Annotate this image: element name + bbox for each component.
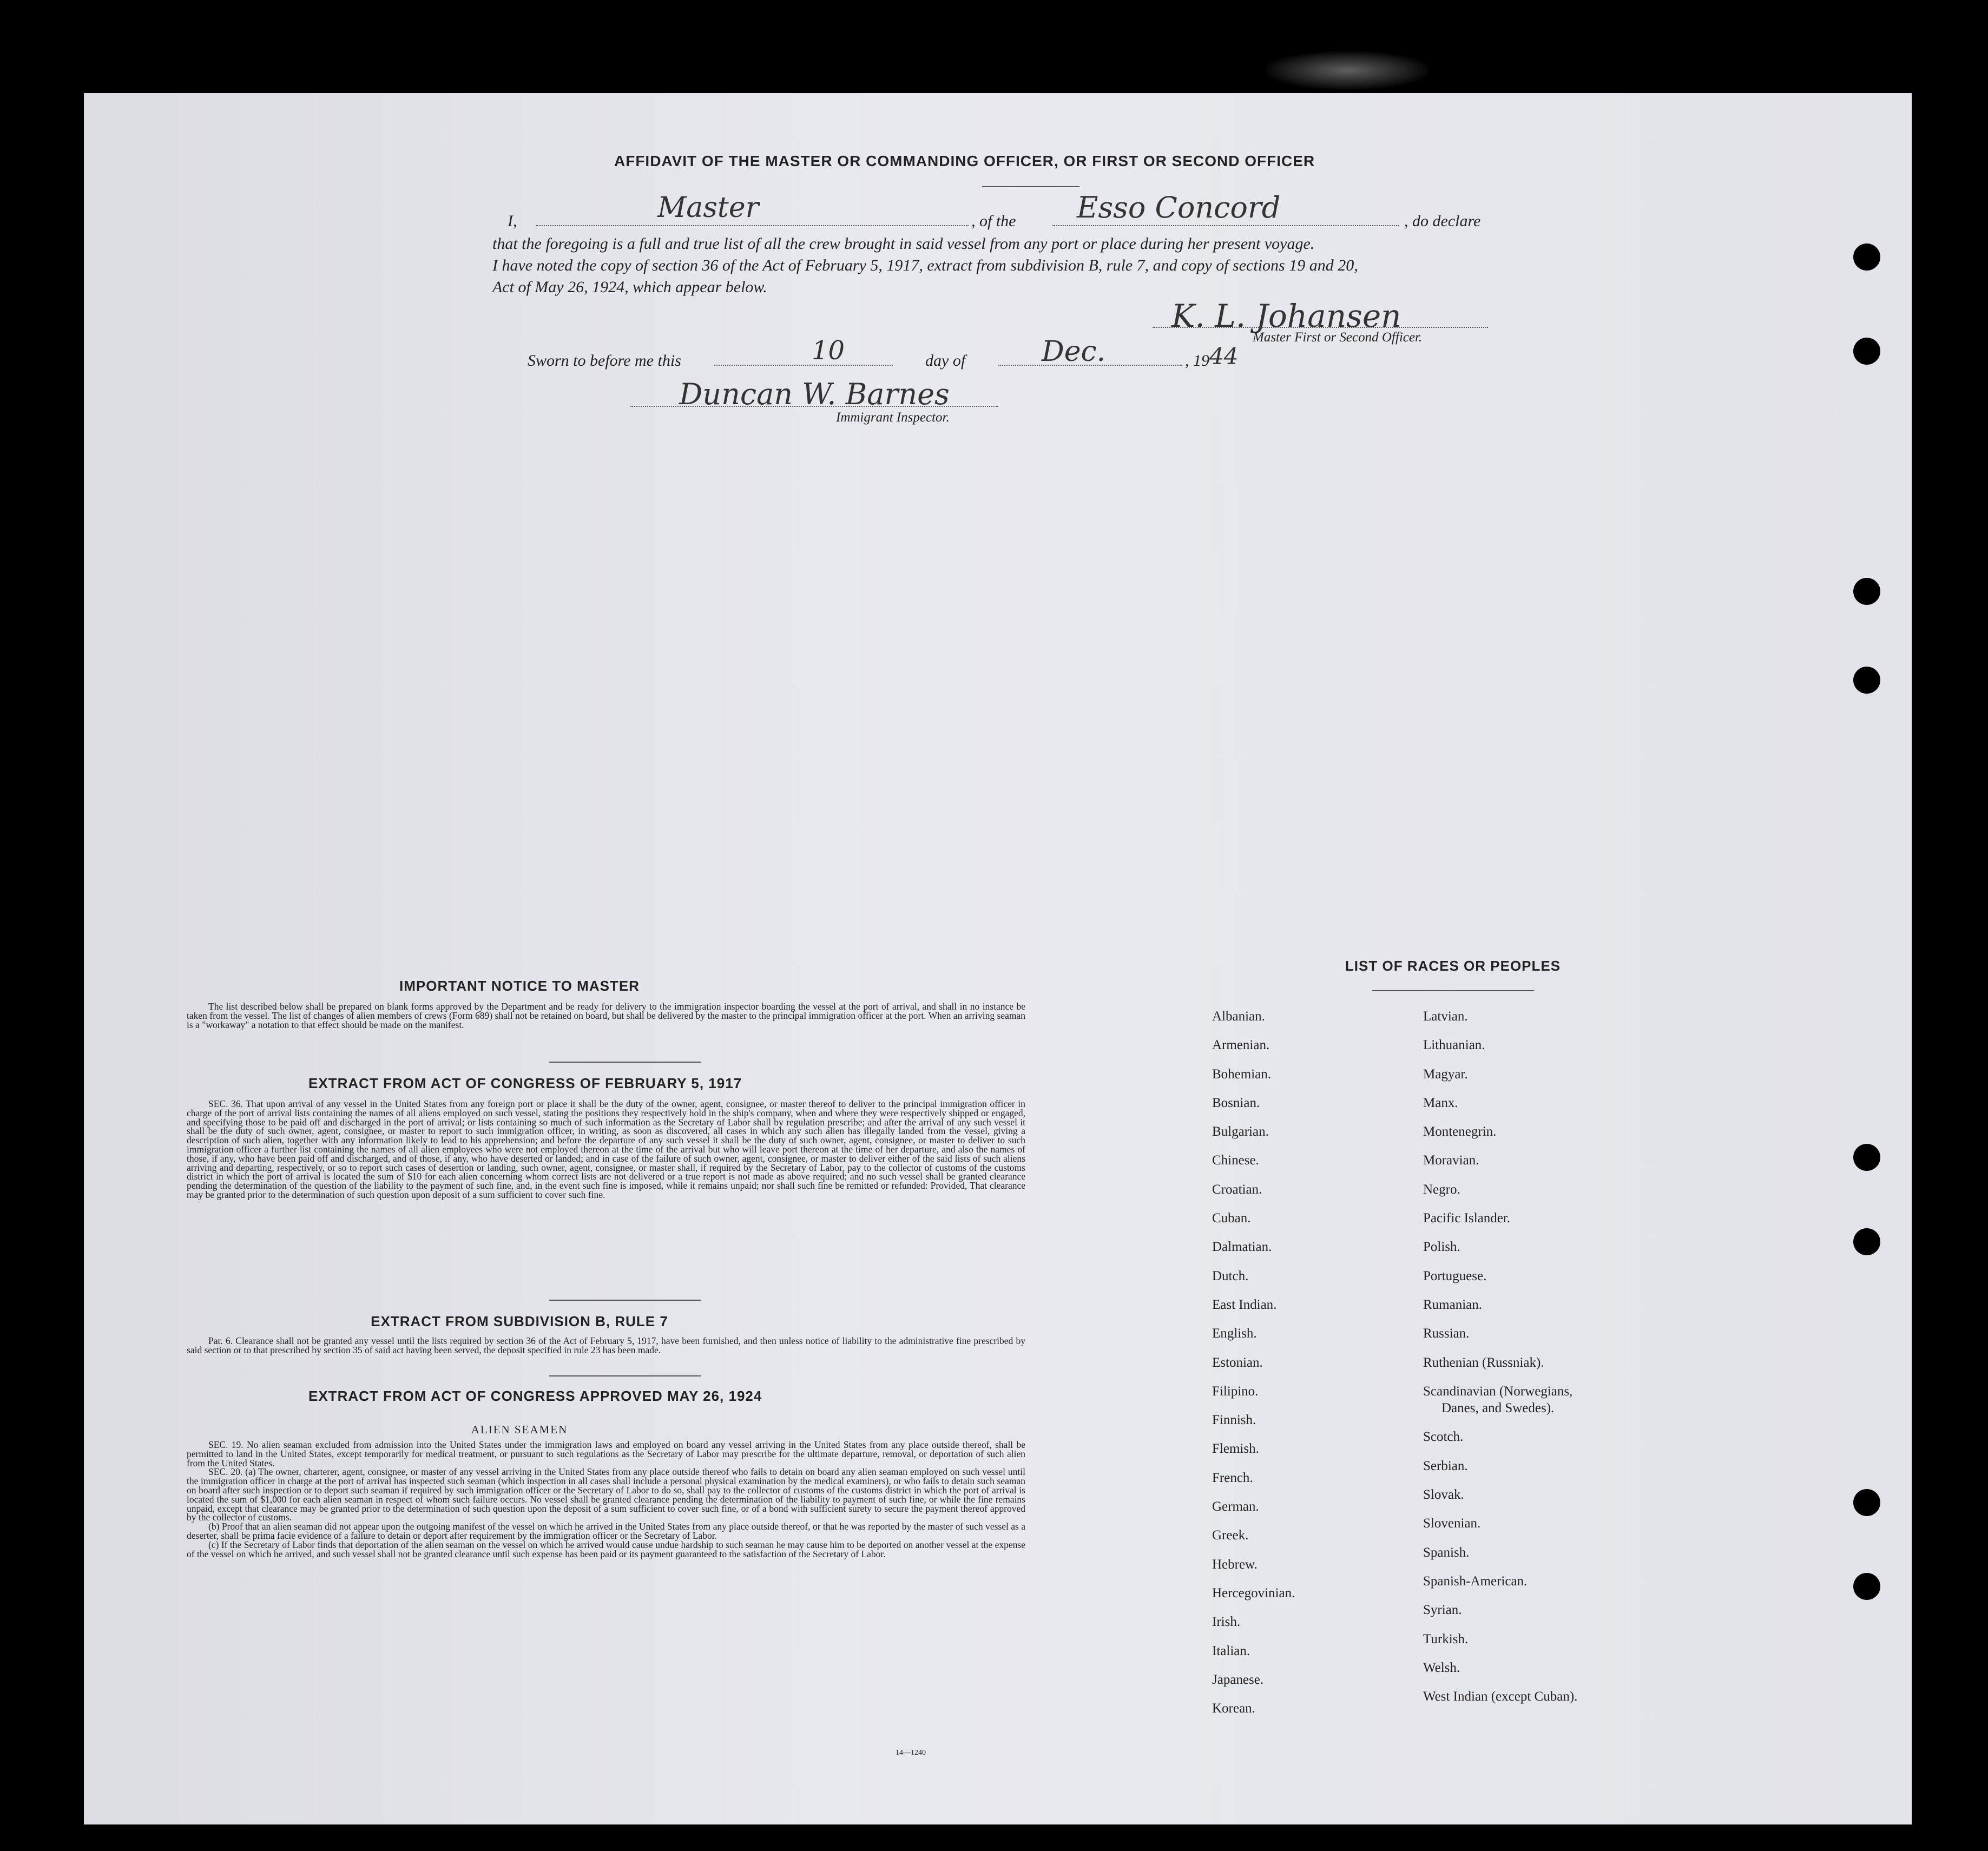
race-item: Bulgarian. bbox=[1212, 1124, 1269, 1139]
title-divider bbox=[982, 186, 1079, 187]
race-item: East Indian. bbox=[1212, 1297, 1277, 1312]
master-caption: Master First or Second Officer. bbox=[1253, 330, 1423, 345]
race-item: Spanish. bbox=[1423, 1545, 1470, 1560]
race-item: West Indian (except Cuban). bbox=[1423, 1689, 1578, 1704]
divider-2 bbox=[549, 1300, 701, 1301]
race-item: English. bbox=[1212, 1326, 1257, 1341]
race-item: Estonian. bbox=[1212, 1355, 1263, 1370]
notice-title: IMPORTANT NOTICE TO MASTER bbox=[399, 978, 640, 994]
sworn-month: Dec. bbox=[1042, 335, 1106, 368]
race-item: Montenegrin. bbox=[1423, 1124, 1497, 1139]
race-item: German. bbox=[1212, 1499, 1259, 1514]
races-divider bbox=[1372, 990, 1534, 991]
race-item: Flemish. bbox=[1212, 1441, 1259, 1457]
extract-rule7-body: Par. 6. Clearance shall not be granted any vessel until the lists required by section 36 of the Act of February 5, 1917, have been furnished, and then unless notice of liability to the administrative fine prescribed by said section or to that prescribed by section 35 of said act having been served, the deposit specified in rule 23 has been made. bbox=[187, 1335, 1025, 1355]
master-signature: K. L. Johansen bbox=[1171, 298, 1401, 334]
race-item: Spanish-American. bbox=[1423, 1573, 1528, 1589]
inspector-caption: Immigrant Inspector. bbox=[836, 410, 950, 425]
race-item: Slovak. bbox=[1423, 1487, 1464, 1503]
race-item: Dalmatian. bbox=[1212, 1240, 1272, 1255]
divider-3 bbox=[549, 1375, 701, 1376]
race-item: Polish. bbox=[1423, 1240, 1460, 1255]
sworn-day-of: day of bbox=[925, 352, 966, 370]
binder-hole bbox=[1853, 338, 1880, 365]
race-item: Scotch. bbox=[1423, 1430, 1464, 1445]
race-item: Chinese. bbox=[1212, 1153, 1259, 1168]
races-left-column bbox=[1212, 1002, 1295, 1723]
binder-hole bbox=[1853, 1228, 1880, 1255]
handwritten-vessel: Esso Concord bbox=[1077, 190, 1281, 225]
document-page bbox=[84, 93, 1912, 1824]
decl-do-declare: , do declare bbox=[1404, 212, 1481, 230]
vessel-field-line bbox=[1052, 225, 1399, 226]
race-item: Slovenian. bbox=[1423, 1516, 1481, 1531]
races-title: LIST OF RACES OR PEOPLES bbox=[1345, 958, 1561, 974]
decl-of-the: , of the bbox=[971, 212, 1016, 230]
extract-1924-title: EXTRACT FROM ACT OF CONGRESS APPROVED MAY 26, 1924 bbox=[308, 1388, 762, 1404]
race-item: Negro. bbox=[1423, 1182, 1460, 1197]
extract-1924-body: SEC. 19. No alien seaman excluded from admission into the United States under the immigration laws and employed on board any vessel arriving in the United States from any place outside thereof, shall be permitted to land in the United States, except temporarily for medical treatment, or pursuant to such regulations as the Secretary of Labor may prescribe for the ultimate departure, removal, or deportation of such alien from the United States. SEC. 20. (a) The owner, charterer, agent, consignee, or master of any vessel arriving in the United States from any place outside thereof who fails to detain on board any alien seaman employed on such vessel until the immigration officer in charge at the port of arrival has inspected such seaman (which inspection in all cases shall include a personal physical examination by the medical examiners), or who fails to detain such seaman on board after such inspection or to deport such seaman if required by such immigration officer or the Secretary of Labor to do so, shall pay to the collector of customs of the customs district in which the port of arrival is located the sum of $1,000 for each alien seaman in respect of whom such failure occurs. No vessel shall be granted clearance pending the determination of the liability to payment of such fine, or while the fine remains unpaid, except that clearance may be granted prior to the determination of such question upon the deposit of a sum sufficient to cover such fine, or of a bond with sufficient surety to secure the payment thereof approved by the collector of customs. (b) Proof that an alien seaman did not appear upon the outgoing manifest of the vessel on which he arrived in the United States from any place outside thereof, or that he was reported by the master of such vessel as a deserter, shall be prima facie evidence of a failure to detain or deport after requirement by the immigration officer or the Secretary of Labor. (c) If the Secretary of Labor finds that deportation of the alien seaman on the vessel on which he arrived would cause undue hardship to such seaman he may cause him to be deported on another vessel at the expense of the vessel on which he arrived, and such vessel shall not be granted clearance until such expense has been paid or its payment guaranteed to the satisfaction of the Secretary of Labor. bbox=[187, 1439, 1025, 1559]
sworn-year: 44 bbox=[1209, 343, 1239, 370]
name-field-line bbox=[536, 225, 969, 226]
extract-rule7-title: EXTRACT FROM SUBDIVISION B, RULE 7 bbox=[371, 1313, 668, 1329]
sworn-year-prefix: , 19 bbox=[1185, 352, 1209, 370]
decl-i: I, bbox=[508, 212, 517, 230]
race-item: Russian. bbox=[1423, 1326, 1470, 1341]
decl-line-2: that the foregoing is a full and true list of all the crew brought in said vessel from any port or place during her present voyage. bbox=[492, 235, 1315, 253]
race-item: Hebrew. bbox=[1212, 1557, 1258, 1572]
form-number: 14—1240 bbox=[896, 1749, 926, 1757]
binder-hole bbox=[1853, 1144, 1880, 1171]
races-right-column bbox=[1423, 1002, 1577, 1711]
race-item: Irish. bbox=[1212, 1615, 1241, 1630]
race-item: Japanese. bbox=[1212, 1672, 1264, 1687]
race-item: Filipino. bbox=[1212, 1384, 1259, 1399]
sworn-day-line bbox=[714, 365, 893, 366]
race-item: Greek. bbox=[1212, 1528, 1249, 1543]
race-item: Finnish. bbox=[1212, 1413, 1256, 1428]
race-item: Latvian. bbox=[1423, 1009, 1468, 1024]
race-item: Ruthenian (Russniak). bbox=[1423, 1355, 1544, 1370]
inspector-signature: Duncan W. Barnes bbox=[679, 377, 950, 411]
race-item: Hercegovinian. bbox=[1212, 1585, 1295, 1600]
binder-hole bbox=[1853, 243, 1880, 271]
divider-1 bbox=[549, 1062, 701, 1063]
binder-hole bbox=[1853, 578, 1880, 605]
race-item: Italian. bbox=[1212, 1643, 1250, 1658]
affidavit-title: AFFIDAVIT OF THE MASTER OR COMMANDING OFFICER, OR FIRST OR SECOND OFFICER bbox=[614, 153, 1315, 169]
race-item: Armenian. bbox=[1212, 1038, 1270, 1053]
race-item: Scandinavian (Norwegians, bbox=[1423, 1384, 1573, 1399]
race-item: Moravian. bbox=[1423, 1153, 1479, 1168]
race-item: Bohemian. bbox=[1212, 1066, 1272, 1082]
race-item: Syrian. bbox=[1423, 1603, 1462, 1618]
decl-line-3: I have noted the copy of section 36 of the Act of February 5, 1917, extract from subdivision B, rule 7, and copy of sections 19 and 20, bbox=[492, 256, 1358, 274]
race-item: Magyar. bbox=[1423, 1066, 1468, 1082]
race-item: Portuguese. bbox=[1423, 1268, 1487, 1283]
extract-1917-body: SEC. 36. That upon arrival of any vessel in the United States from any foreign port or place it shall be the duty of the owner, agent, consignee, or master thereof to deliver to the principal immigration officer in charge of the port of arrival lists containing the names of all aliens employed on such vessel, stating the positions they respectively hold in the ship's company, when and where they were respectively shipped or engaged, and specifying those to be paid off and discharged in the port of arrival; or lists containing so much of such information as the Secretary of Labor shall by regulation prescribe; and after the arrival of any such vessel it shall be the duty of such owner, agent, consignee, or master to report to such immigration officer, in writing, as soon as discovered, all cases in which any such alien has illegally landed from the vessel, giving a description of such alien, together with any information likely to lead to his apprehension; and before the departure of any such vessel it shall be the duty of such owner, agent, consignee, or master to deliver to such immigration officer a further list containing the names of all alien employees who were not employed thereon at the time of the arrival but who will leave port thereon at the time of her departure, and also the names of those, if any, who have been paid off and discharged, and of those, if any, who have deserted or landed; and in case of the failure of such owner, agent, consignee, or master to deliver either of the said lists of such aliens arriving and departing, respectively, or so to report such cases of desertion or landing, such owner, agent, consignee, or master shall, if required by the Secretary of Labor, pay to the collector of customs of the customs district in which the port of arrival is located the sum of $10 for each alien concerning whom correct lists are not delivered or a true report is not made as above required; and no such vessel shall be granted clearance pending the determination of the question of the liability to the payment of such fine, and, in the event such fine is imposed, while it remains unpaid; nor shall such fine be remitted or refunded: Provided, That clearance may be granted prior to the determination of such question upon deposit of a sum sufficient to cover such fine. bbox=[187, 1098, 1025, 1200]
binder-hole bbox=[1853, 1489, 1880, 1516]
race-item: Albanian. bbox=[1212, 1009, 1265, 1024]
race-item: French. bbox=[1212, 1470, 1253, 1485]
race-item: Serbian. bbox=[1423, 1458, 1468, 1473]
inspector-signature-line bbox=[630, 406, 998, 407]
race-item: Welsh. bbox=[1423, 1660, 1460, 1675]
extract-1924-subtitle: ALIEN SEAMEN bbox=[471, 1423, 568, 1436]
sworn-prefix: Sworn to before me this bbox=[528, 352, 681, 370]
binder-hole bbox=[1853, 1573, 1880, 1600]
extract-1917-title: EXTRACT FROM ACT OF CONGRESS OF FEBRUARY 5, 1917 bbox=[308, 1075, 742, 1091]
race-item: Lithuanian. bbox=[1423, 1038, 1485, 1053]
binder-hole bbox=[1853, 667, 1880, 694]
race-item: Dutch. bbox=[1212, 1268, 1249, 1283]
race-item: Pacific Islander. bbox=[1423, 1211, 1511, 1226]
race-item: Korean. bbox=[1212, 1701, 1255, 1716]
race-item: Danes, and Swedes). bbox=[1441, 1401, 1555, 1416]
master-signature-line bbox=[1153, 327, 1488, 328]
decl-line-4: Act of May 26, 1924, which appear below. bbox=[492, 278, 767, 296]
sworn-day: 10 bbox=[812, 335, 845, 366]
race-item: Manx. bbox=[1423, 1095, 1458, 1110]
notice-body: The list described below shall be prepared on blank forms approved by the Department and be ready for delivery to the immigration inspector boarding the vessel at the port of arrival, and shall in no instance be taken from the vessel. The list of changes of alien members of crews (Form 689) shall not be retained on board, but shall be delivered by the master to the principal immigration officer at the port. When an arriving seaman is a "workaway" a notation to that effect should be made on the manifest. bbox=[187, 1001, 1025, 1030]
handwritten-name: Master bbox=[657, 192, 759, 224]
race-item: Turkish. bbox=[1423, 1631, 1469, 1646]
race-item: Bosnian. bbox=[1212, 1095, 1260, 1110]
race-item: Croatian. bbox=[1212, 1182, 1262, 1197]
race-item: Cuban. bbox=[1212, 1211, 1251, 1226]
scan-artifact bbox=[1266, 51, 1429, 89]
race-item: Rumanian. bbox=[1423, 1297, 1483, 1312]
